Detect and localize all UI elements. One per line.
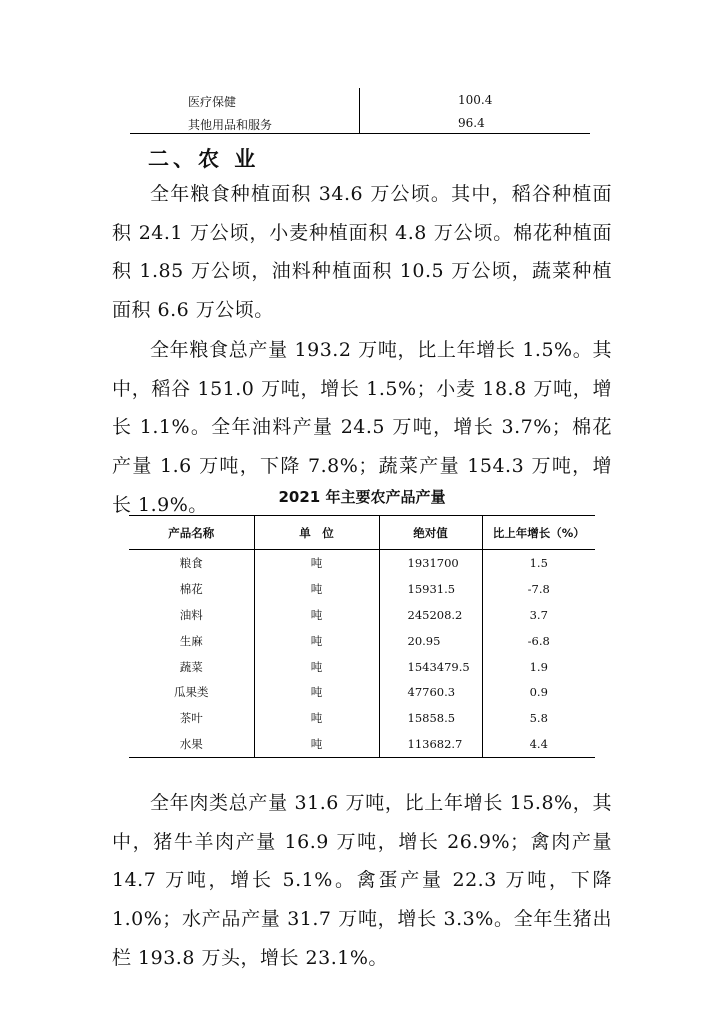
cell-growth: 1.9 (529, 659, 548, 674)
table-row (129, 550, 595, 576)
top-row-value: 100.4 (458, 93, 493, 107)
top-row-name: 医疗保健 (188, 95, 237, 109)
cell-name: 瓜果类 (129, 679, 254, 705)
cell-name: 油料 (129, 602, 254, 628)
cell-value: 20.95 (379, 628, 482, 654)
agri-products-table (129, 515, 595, 758)
top-row-value: 96.4 (458, 116, 485, 130)
table-row (129, 602, 595, 628)
cell-value: 15858.5 (379, 705, 482, 731)
section-heading: 二、农 业 (148, 147, 260, 171)
cell-value: 1543479.5 (379, 654, 482, 680)
top-row-name: 其他用品和服务 (188, 118, 273, 132)
cell-value: 245208.2 (379, 602, 482, 628)
cell-unit: 吨 (254, 576, 379, 602)
cell-growth: -6.8 (527, 633, 550, 648)
table-row (129, 731, 595, 757)
header-product-name: 产品名称 (129, 516, 254, 550)
cell-growth: 0.9 (529, 685, 548, 700)
cell-growth: 4.4 (482, 731, 595, 757)
top-table-divider (359, 88, 360, 134)
cell-unit: 吨 (254, 602, 379, 628)
top-table-bottom-rule (130, 133, 590, 134)
cell-name: 棉花 (129, 576, 254, 602)
cell-value: 1931700 (379, 550, 482, 576)
top-table-row (130, 90, 590, 112)
cell-name: 粮食 (129, 550, 254, 576)
table-title: 2021 年主要农产品产量 (278, 488, 446, 506)
cell-growth: -7.8 (527, 581, 550, 596)
cell-growth: 1.5 (529, 555, 548, 570)
cell-unit: 吨 (254, 705, 379, 731)
header-growth: 比上年增长（%） (482, 516, 595, 550)
top-table-row (130, 113, 590, 135)
paragraph-grain-output: 全年粮食总产量 193.2 万吨，比上年增长 1.5%。其中，稻谷 151.0 万吨，增长 1.5%；小麦 18.8 万吨，增长 1.1%。全年油料产量 24.5 万吨，增长 3.7%；棉花产量 1.6 万吨，下降 7.8%；蔬菜产量 154.3 万吨，增长 1.9%。 (112, 339, 612, 516)
cell-name: 茶叶 (129, 705, 254, 731)
cell-unit: 吨 (254, 731, 379, 757)
cell-unit: 吨 (254, 679, 379, 705)
header-unit: 单 位 (254, 516, 379, 550)
table-row (129, 705, 595, 731)
paragraph-planting-area: 全年粮食种植面积 34.6 万公顷。其中，稻谷种植面积 24.1 万公顷，小麦种植面积 4.8 万公顷。棉花种植面积 1.85 万公顷，油料种植面积 10.5 万公顷，蔬菜种植面积 6.6 万公顷。 (112, 183, 612, 322)
table-row (129, 576, 595, 602)
header-absolute-value: 绝对值 (379, 516, 482, 550)
cell-value: 15931.5 (379, 576, 482, 602)
table-row (129, 654, 595, 680)
cell-name: 生麻 (129, 628, 254, 654)
cell-value: 47760.3 (379, 679, 482, 705)
cell-name: 水果 (129, 731, 254, 757)
cell-name: 蔬菜 (129, 654, 254, 680)
cell-unit: 吨 (254, 550, 379, 576)
cell-unit: 吨 (254, 654, 379, 680)
table-row (129, 679, 595, 705)
cell-value: 113682.7 (379, 731, 482, 757)
table-header-row (129, 516, 595, 550)
cell-unit: 吨 (254, 628, 379, 654)
cell-growth: 3.7 (529, 607, 548, 622)
paragraph-meat-output: 全年肉类总产量 31.6 万吨，比上年增长 15.8%，其中，猪牛羊肉产量 16.9 万吨，增长 26.9%；禽肉产量 14.7 万吨，增长 5.1%。禽蛋产量 22.3 万吨，下降 1.0%；水产品产量 31.7 万吨，增长 3.3%。全年生猪出栏 193.8 万头，增长 23.1%。 (112, 792, 612, 969)
table-row (129, 628, 595, 654)
cell-growth: 5.8 (529, 711, 548, 726)
